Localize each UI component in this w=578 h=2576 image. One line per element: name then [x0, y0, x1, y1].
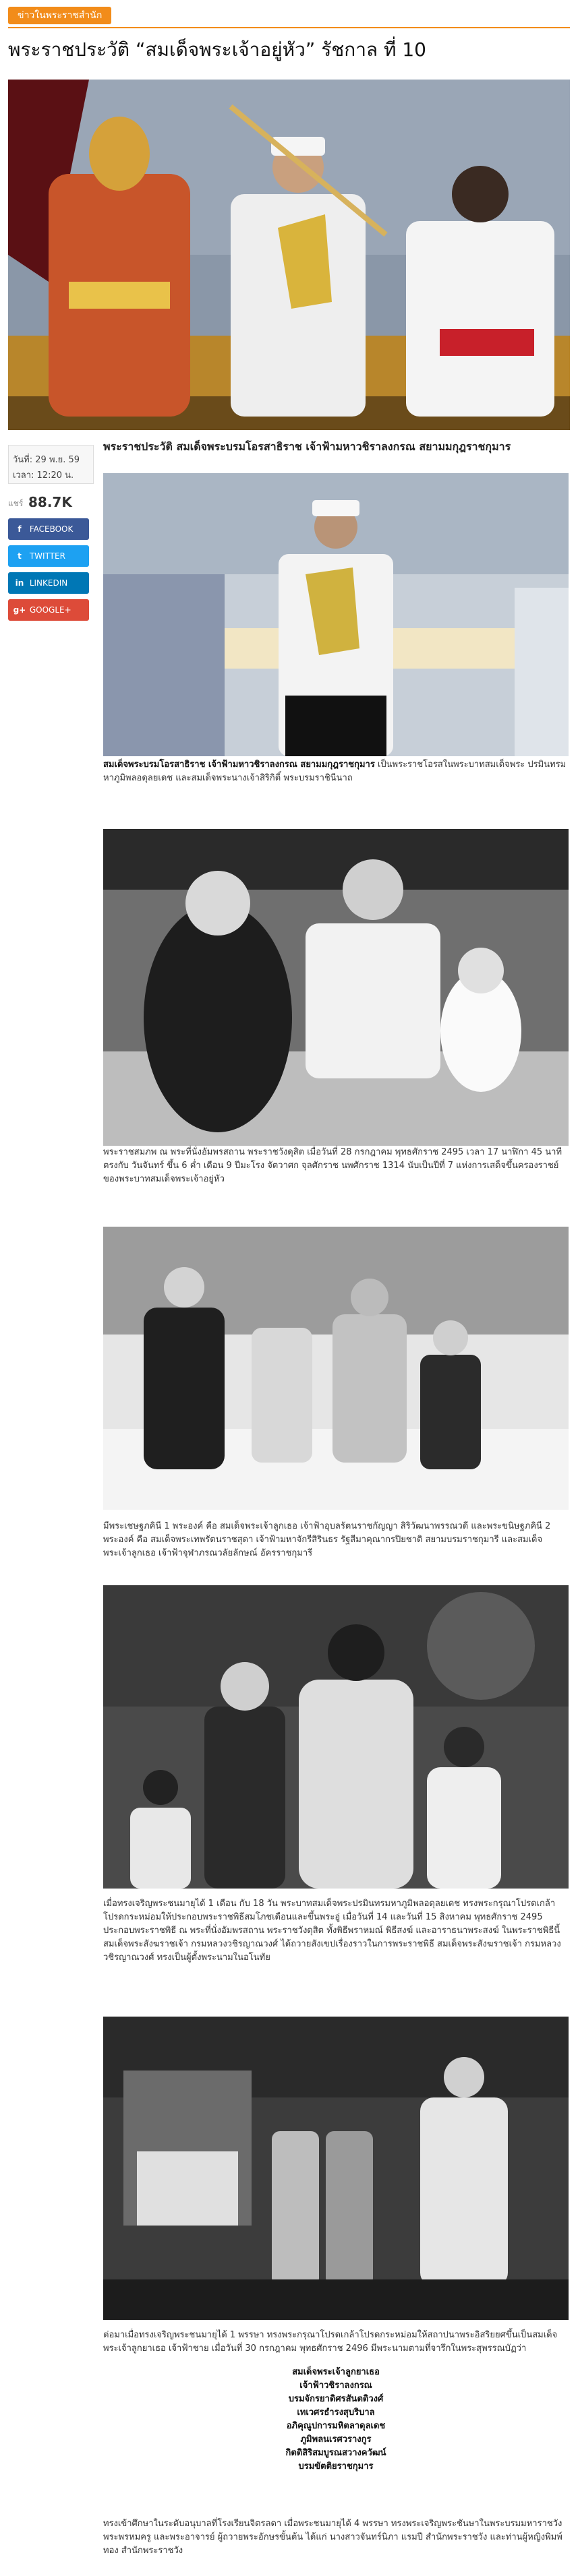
- category-tag[interactable]: ข่าวในพระราชสำนัก: [8, 7, 111, 24]
- article-photo-2: [103, 829, 569, 1146]
- article-subtitle: พระราชประวัติ สมเด็จพระบรมโอรสาธิราช เจ้าฟ้ามหาวชิราลงกรณ สยามมกุฎราชกุมาร: [103, 440, 511, 453]
- regal-name-line: ภูมิพลนเรศวรางกูร: [300, 2434, 372, 2445]
- google-plus-icon: g+: [13, 605, 26, 615]
- caption-5-text: ต่อมาเมื่อทรงเจริญพระชนมายุได้ 1 พรรษา ทรงพระกรุณาโปรดเกล้าโปรดกระหม่อมให้สถาปนาพระอิสริยยศขึ้นเป็นสมเด็จพระเจ้าลูกยาเธอ เจ้าฟ้าชาย เมื่อวันที่ 30 กรกฎาคม พุทธศักราช 2496 มีพระนามตามที่จารึกในพระสุพรรณบัฏว่า: [103, 2330, 558, 2354]
- regal-name-line: กิตติสิริสมบูรณสวางควัฒน์: [285, 2448, 386, 2458]
- regal-name-line: บรมขัตติยราชกุมาร: [298, 2461, 374, 2472]
- facebook-share-label: FACEBOOK: [29, 524, 74, 534]
- linkedin-share-button[interactable]: [8, 572, 89, 594]
- caption-4: [103, 1897, 569, 1965]
- footer-paragraph: ทรงเข้าศึกษาในระดับอนุบาลที่โรงเรียนจิตรลดา เมื่อพระชนมายุได้ 4 พรรษา ทรงพระเจริญพระชันษาในพระบรมมหาราชวัง พระพรหมครู และพระอาจารย์ ผู้ถวายพระอักษรขั้นต้น ได้แก่ นางสาวจันทร์นิภา แรมปี สำนักพระราชวัง และท่านผู้หญิงพิมพ์ทอง สำนักพระราชวัง: [103, 2519, 562, 2556]
- regal-name-block: [103, 2366, 569, 2474]
- regal-name-line: เจ้าฟ้าวชิราลงกรณ: [299, 2381, 372, 2391]
- linkedin-icon: in: [15, 578, 24, 588]
- article-photo-4: [103, 1585, 569, 1889]
- caption-3: [103, 1520, 569, 1560]
- facebook-share-button[interactable]: [8, 518, 89, 540]
- publish-meta: [8, 445, 94, 484]
- publish-date: วันที่: 29 พ.ย. 59: [13, 455, 80, 465]
- caption-1-text: เป็นพระราชโอรสในพระบาทสมเด็จพระ ปรมินทรมหาภูมิพลอดุลยเดช และสมเด็จพระนางเจ้าสิริกิติ์ พระบรมราชินีนาถ: [103, 760, 567, 783]
- linkedin-share-label: LINKEDIN: [29, 578, 68, 588]
- caption-4-text: เมื่อทรงเจริญพระชนมายุได้ 1 เดือน กับ 18 วัน พระบาทสมเด็จพระปรมินทรมหาภูมิพลอดุลยเดช ทรงพระกรุณาโปรดเกล้าโปรดกระหม่อมให้ประกอบพระราชพิธีสมโภชเดือนและขึ้นพระอู่ เมื่อวันที่ 14 และวันที่ 15 สิงหาคม พุทธศักราช 2495 ประกอบพระราชพิธี ณ พระที่นั่งอัมพรสถาน พระราชวังดุสิต ทั้งพิธีพราหมณ์ พิธีสงฆ์ และอาราธนาพระสงฆ์ ในพระราชพิธีนี้ สมเด็จพระสังฆราชเจ้า กรมหลวงวชิรญาณวงศ์ ได้ถวายสังเขปเรื่องราวในการพระราชพิธี สมเด็จพระสังฆราชเจ้า กรมหลวงวชิรญาณวงศ์ ทรงเป็นผู้ตั้งพระนามในอโนทัย: [103, 1899, 561, 1963]
- regal-name-line: เทเวศรธำรงสุบริบาล: [297, 2408, 375, 2418]
- twitter-icon: t: [18, 551, 22, 561]
- caption-3-text: มีพระเชษฐภคินี 1 พระองค์ คือ สมเด็จพระเจ้าลูกเธอ เจ้าฟ้าอุบลรัตนราชกัญญา สิริวัฒนาพรรณวดี และพระขนิษฐภคินี 2 พระองค์ คือ สมเด็จพระเทพรัตนราชสุดา เจ้าฟ้ามหาจักรีสิรินธร รัฐสีมาคุณากรปิยชาติ สยามบรมราชกุมารี และสมเด็จพระเจ้าลูกเธอ เจ้าฟ้าจุฬาภรณวลัยลักษณ์ อัครราชกุมารี: [103, 1521, 551, 1558]
- caption-1: [103, 758, 569, 785]
- caption-2-text: พระราชสมภพ ณ พระที่นั่งอัมพรสถาน พระราชวังดุสิต เมื่อวันที่ 28 กรกฎาคม พุทธศักราช 2495 เวลา 17 นาฬิกา 45 นาที ตรงกับ วันจันทร์ ขึ้น 6 ค่ำ เดือน 9 ปีมะโรง จัตวาศก จุลศักราช นพศักราช 1314 นับเป็นปีที่ 7 แห่งการเสด็จขึ้นครองราชย์ของพระบาทสมเด็จพระเจ้าอยู่หัว: [103, 1147, 562, 1184]
- article-photo-3: [103, 1227, 569, 1510]
- category-divider: [8, 27, 570, 28]
- regal-name-line: อภิคุณูปการมหิตลาดุลเดช: [286, 2421, 386, 2431]
- publish-time: เวลา: 12:20 น.: [13, 470, 74, 481]
- regal-name-line: บรมจักรยาดิศรสันตติวงศ์: [288, 2394, 384, 2404]
- caption-2: [103, 1146, 569, 1186]
- page-title: พระราชประวัติ “สมเด็จพระเจ้าอยู่หัว” รัชกาล ที่ 10: [8, 38, 426, 61]
- caption-5: [103, 2329, 569, 2356]
- shares-label: แชร์: [8, 499, 24, 508]
- article-photo-1: [103, 473, 569, 756]
- hero-photo: [8, 80, 570, 430]
- twitter-share-button[interactable]: [8, 545, 89, 567]
- regal-name-line: สมเด็จพระเจ้าลูกยาเธอ: [292, 2367, 380, 2377]
- caption-1-bold: สมเด็จพระบรมโอรสาธิราช เจ้าฟ้ามหาวชิราลงกรณ สยามมกุฎราชกุมาร: [103, 760, 375, 770]
- facebook-icon: f: [18, 524, 22, 534]
- article-photo-5: [103, 2017, 569, 2320]
- googleplus-share-button[interactable]: [8, 599, 89, 621]
- googleplus-share-label: GOOGLE+: [29, 605, 71, 615]
- twitter-share-label: TWITTER: [29, 551, 65, 561]
- shares-count: 88.7K: [28, 494, 72, 510]
